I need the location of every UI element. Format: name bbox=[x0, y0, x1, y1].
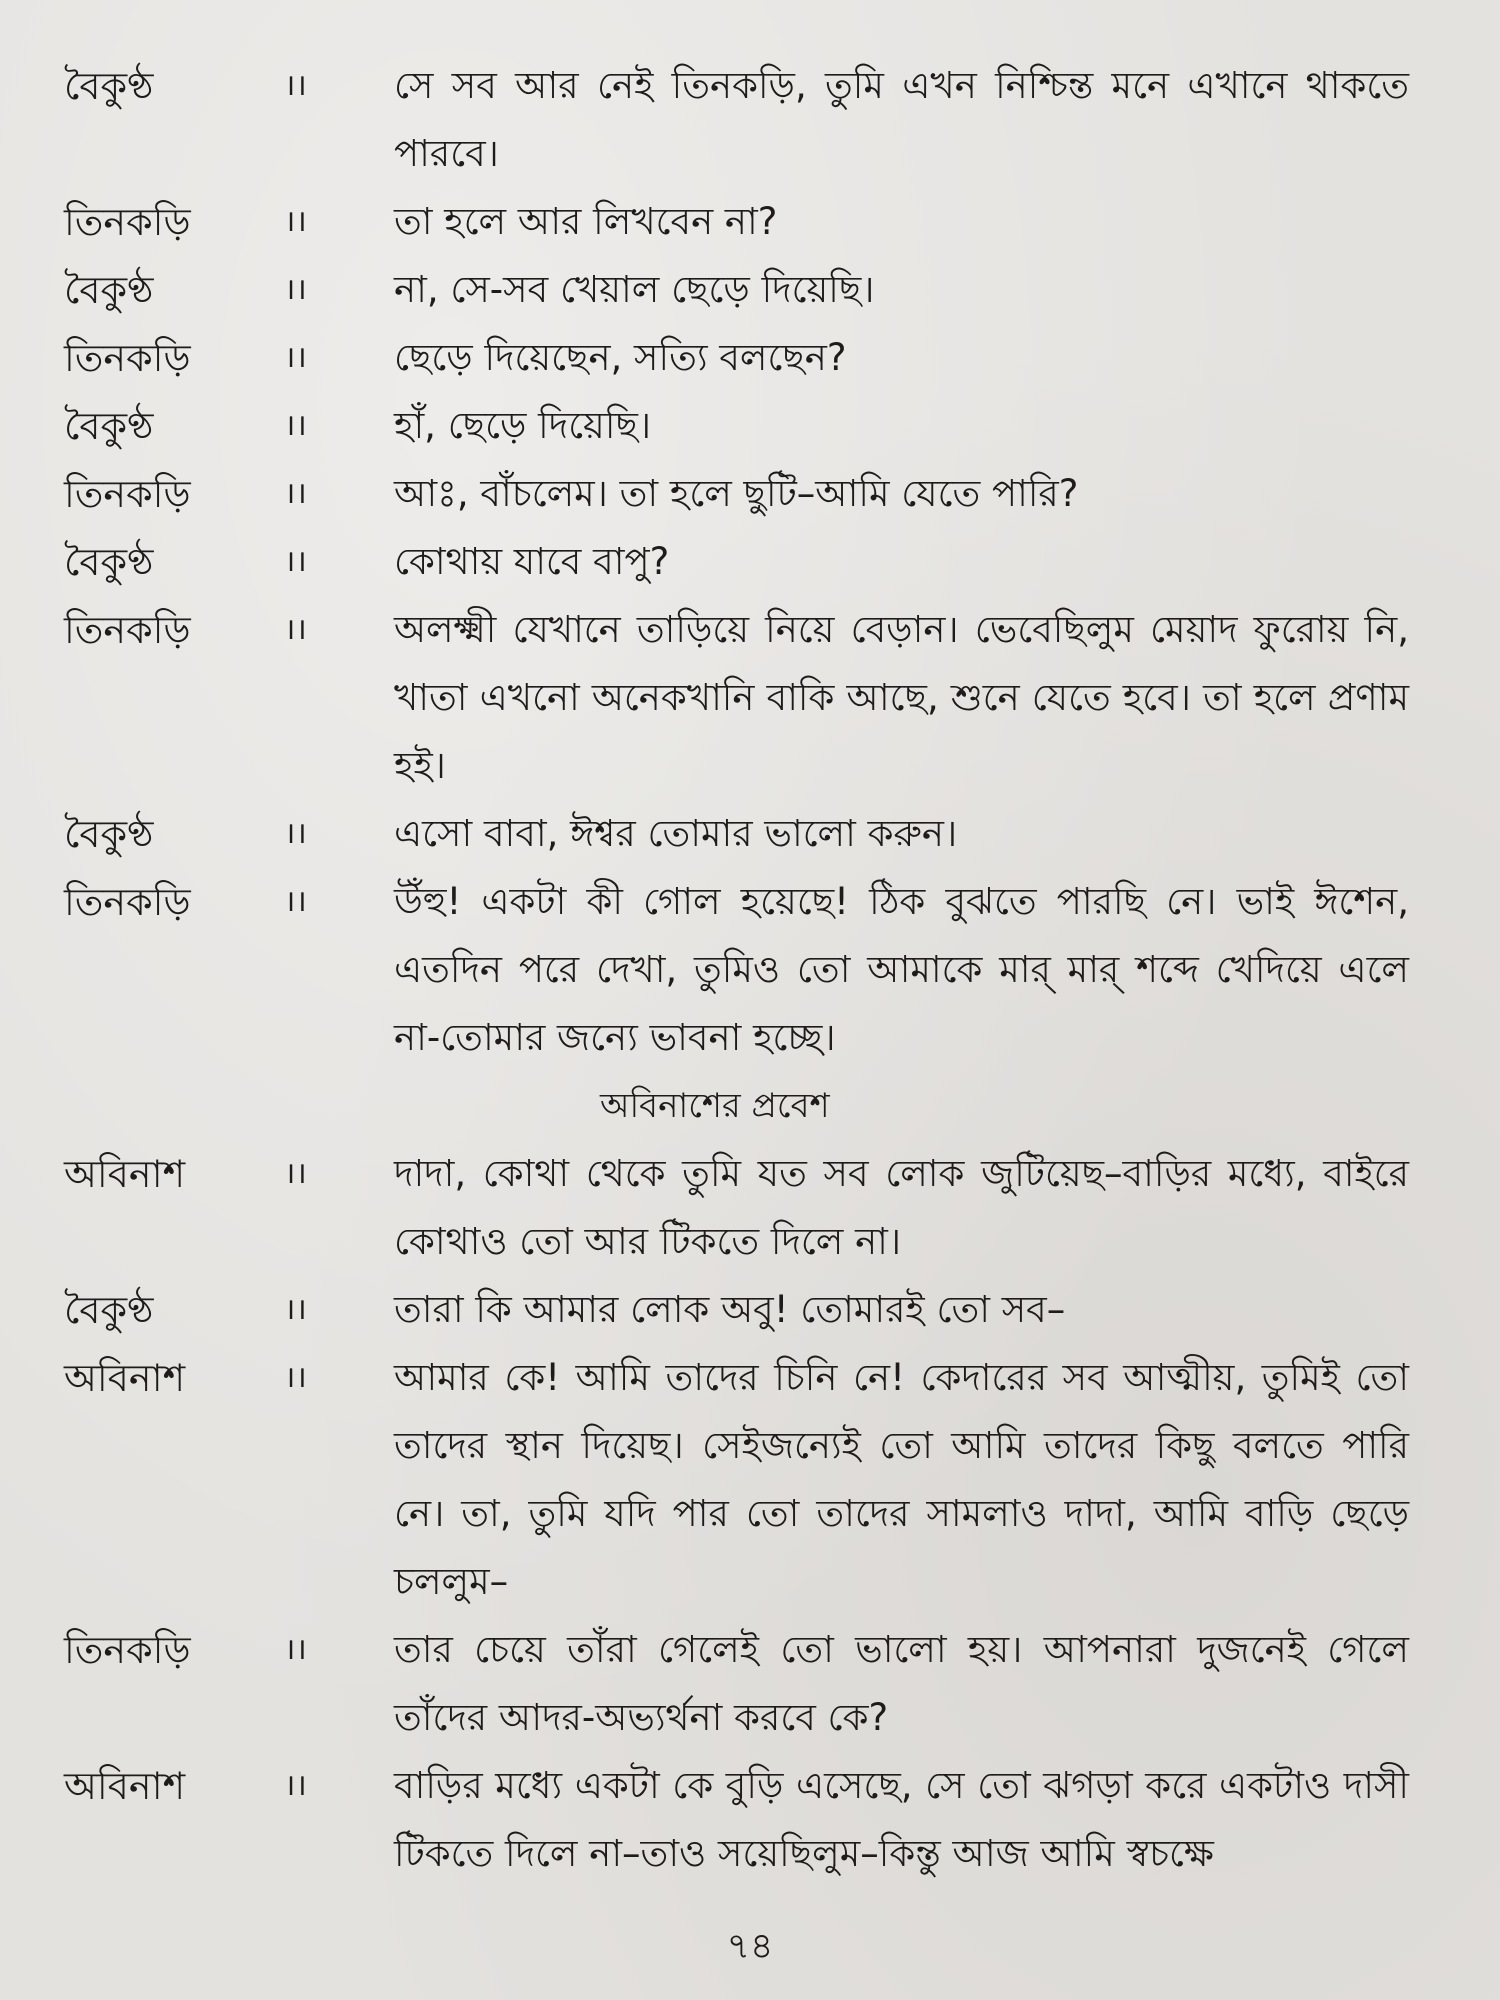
dialogue-text: উঁহু! একটা কী গোল হয়েছে! ঠিক বুঝতে পারছি নে। ভাই ঈশেন, এতদিন পরে দেখা, তুমিও তো আমাকে মার্ মার্ শব্দে খেদিয়ে এলে না-তোমার জন্যে ভাবনা হচ্ছে। bbox=[394, 880, 1409, 1059]
speaker-name: তিনকড়ি bbox=[64, 336, 191, 380]
speaker-name: বৈকুণ্ঠ bbox=[64, 268, 154, 312]
speaker-name: বৈকুণ্ঠ bbox=[64, 64, 154, 108]
dialogue-row bbox=[0, 1140, 1500, 1276]
speaker-separator: ।। bbox=[284, 272, 307, 307]
dialogue-text: কোথায় যাবে বাপু? bbox=[394, 540, 670, 583]
dialogue-text: হাঁ, ছেড়ে দিয়েছি। bbox=[394, 404, 652, 447]
dialogue-row bbox=[0, 1752, 1500, 1888]
speaker-name: বৈকুণ্ঠ bbox=[64, 540, 154, 584]
dialogue-row bbox=[0, 460, 1500, 528]
speaker-separator: ।। bbox=[284, 408, 307, 443]
dialogue-text: দাদা, কোথা থেকে তুমি যত সব লোক জুটিয়েছ–বাড়ির মধ্যে, বাইরে কোথাও তো আর টিকতে দিলে না। bbox=[394, 1152, 1409, 1263]
speaker-name: তিনকড়ি bbox=[64, 1628, 191, 1672]
speaker-separator: ।। bbox=[284, 884, 307, 919]
speaker-separator: ।। bbox=[284, 816, 307, 851]
dialogue-row bbox=[0, 52, 1500, 188]
page-number: ৭৪ bbox=[726, 1926, 774, 1967]
speaker-separator: ।। bbox=[284, 612, 307, 647]
speaker-name: অবিনাশ bbox=[64, 1764, 186, 1808]
speaker-separator: ।। bbox=[284, 340, 307, 375]
dialogue-text: অলক্ষ্মী যেখানে তাড়িয়ে নিয়ে বেড়ান। ভেবেছিলুম মেয়াদ ফুরোয় নি, খাতা এখনো অনেকখানি বাকি আছে, শুনে যেতে হবে। তা হলে প্রণাম হই। bbox=[394, 608, 1409, 787]
dialogue-row bbox=[0, 528, 1500, 596]
dialogue-row bbox=[0, 256, 1500, 324]
dialogue-text: না, সে-সব খেয়াল ছেড়ে দিয়েছি। bbox=[394, 268, 875, 311]
stage-direction: অবিনাশের প্রবেশ bbox=[600, 1086, 830, 1126]
speaker-name: তিনকড়ি bbox=[64, 880, 191, 924]
speaker-separator: ।। bbox=[284, 476, 307, 511]
speaker-name: বৈকুণ্ঠ bbox=[64, 812, 154, 856]
dialogue-text: তারা কি আমার লোক অবু! তোমারই তো সব– bbox=[394, 1288, 1066, 1331]
speaker-name: বৈকুণ্ঠ bbox=[64, 1288, 154, 1332]
dialogue-row bbox=[0, 1616, 1500, 1752]
dialogue-row bbox=[0, 596, 1500, 800]
speaker-separator: ।। bbox=[284, 204, 307, 239]
dialogue-row bbox=[0, 1276, 1500, 1344]
speaker-separator: ।। bbox=[284, 1156, 307, 1191]
dialogue-row bbox=[0, 188, 1500, 256]
dialogue-text: ছেড়ে দিয়েছেন, সত্যি বলছেন? bbox=[394, 336, 847, 379]
speaker-separator: ।। bbox=[284, 1768, 307, 1803]
dialogue-row bbox=[0, 868, 1500, 1072]
speaker-name: তিনকড়ি bbox=[64, 472, 191, 516]
dialogue-row bbox=[0, 1344, 1500, 1616]
speaker-name: অবিনাশ bbox=[64, 1152, 186, 1196]
dialogue-row bbox=[0, 392, 1500, 460]
speaker-separator: ।। bbox=[284, 1360, 307, 1395]
dialogue-text: সে সব আর নেই তিনকড়ি, তুমি এখন নিশ্চিন্ত মনে এখানে থাকতে পারবে। bbox=[394, 64, 1409, 175]
dialogue-text: আঃ, বাঁচলেম। তা হলে ছুটি–আমি যেতে পারি? bbox=[394, 472, 1079, 515]
speaker-name: তিনকড়ি bbox=[64, 200, 191, 244]
speaker-separator: ।। bbox=[284, 1632, 307, 1667]
speaker-separator: ।। bbox=[284, 68, 307, 103]
dialogue-text: আমার কে! আমি তাদের চিনি নে! কেদারের সব আত্মীয়, তুমিই তো তাদের স্থান দিয়েছ। সেইজন্যেই তো আমি তাদের কিছু বলতে পারি নে। তা, তুমি যদি পার তো তাদের সামলাও দাদা, আমি বাড়ি ছেড়ে চললুম– bbox=[394, 1356, 1409, 1603]
speaker-name: অবিনাশ bbox=[64, 1356, 186, 1400]
speaker-name: তিনকড়ি bbox=[64, 608, 191, 652]
dialogue-row bbox=[0, 800, 1500, 868]
dialogue-text: এসো বাবা, ঈশ্বর তোমার ভালো করুন। bbox=[394, 812, 958, 855]
speaker-name: বৈকুণ্ঠ bbox=[64, 404, 154, 448]
speaker-separator: ।। bbox=[284, 1292, 307, 1327]
dialogue-row bbox=[0, 324, 1500, 392]
speaker-separator: ।। bbox=[284, 544, 307, 579]
play-dialogue bbox=[0, 52, 1500, 1888]
dialogue-text: তা হলে আর লিখবেন না? bbox=[394, 200, 778, 243]
dialogue-text: তার চেয়ে তাঁরা গেলেই তো ভালো হয়। আপনারা দুজনেই গেলে তাঁদের আদর-অভ্যর্থনা করবে কে? bbox=[394, 1628, 1409, 1739]
dialogue-text: বাড়ির মধ্যে একটা কে বুড়ি এসেছে, সে তো ঝগড়া করে একটাও দাসী টিকতে দিলে না–তাও সয়েছিলুম–কিন্তু আজ আমি স্বচক্ষে bbox=[394, 1764, 1409, 1875]
